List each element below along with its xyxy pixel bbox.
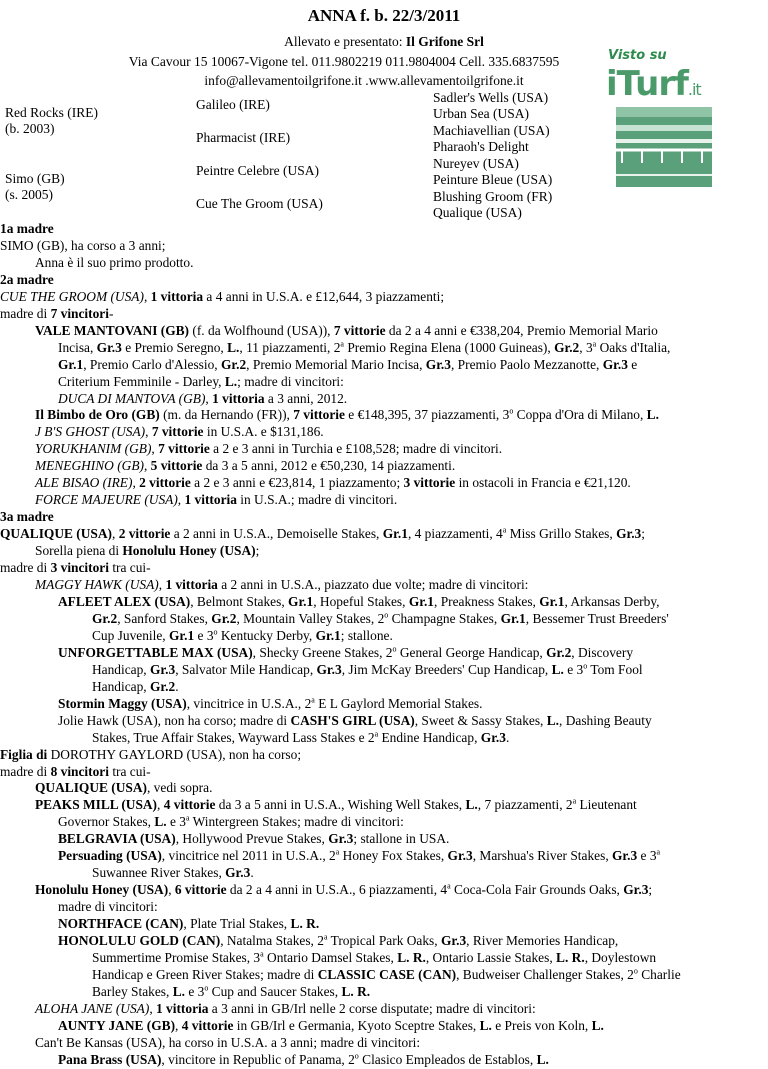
produce-entry: HONOLULU GOLD (CAN), Natalma Stakes, 2$^a$ Tropical Park Oaks, Gr.3, River Memories Handicap, — [58, 932, 619, 949]
produce-entry: QUALIQUE (USA), vedi sopra. — [35, 780, 213, 796]
produce-entry: Jolie Hawk (USA), non ha corso; madre di CASH'S GIRL (USA), Sweet & Sassy Stakes, L., Dashing Beauty — [58, 712, 652, 728]
dam-entry: QUALIQUE (USA), 2 vittorie a 2 anni in U.S.A., Demoiselle Stakes, Gr.1, 4 piazzamenti, 4$^a$ Miss Grillo Stakes, Gr.3; — [0, 525, 645, 542]
produce-entry: Handicap, Gr.2. — [92, 678, 179, 694]
dam-entry: CUE THE GROOM (USA), 1 vittoria a 4 anni in U.S.A. e £12,644, 3 piazzamenti; — [0, 288, 445, 304]
pedigree-gen3-8: Qualique (USA) — [433, 205, 522, 220]
produce-entry: Il Bimbo de Oro (GB) (m. da Hernando (FR)), 7 vittorie e €148,395, 37 piazzamenti, 3$^o$ Coppa d'Ora di Milano, L. — [35, 407, 659, 423]
note-line: Anna è il suo primo prodotto. — [35, 254, 194, 270]
produce-entry: BELGRAVIA (USA), Hollywood Prevue Stakes, Gr.3; stallone in USA. — [58, 831, 450, 847]
dam-entry: SIMO (GB), ha corso a 3 anni; — [0, 237, 166, 253]
pedigree-gen3-4: Pharaoh's Delight — [433, 139, 529, 154]
dam-entry: Figlia di DOROTHY GAYLORD (USA), non ha corso; — [0, 746, 302, 762]
pedigree-gen2-4: Cue The Groom (USA) — [196, 196, 323, 211]
dam-entry: madre di 8 vincitori tra cui- — [0, 763, 151, 779]
produce-entry: Stormin Maggy (USA), vincitrice in U.S.A., 2$^a$ E L Gaylord Memorial Stakes. — [58, 695, 483, 711]
sire-name: Red Rocks (IRE) — [5, 105, 98, 120]
produce-entry: VALE MANTOVANI (GB) (f. da Wolfhound (USA)), 7 vittorie da 2 a 4 anni e €338,204, Premio Memorial Mario — [35, 322, 658, 338]
produce-entry: Criterium Femminile - Darley, L.; madre di vincitori: — [58, 373, 344, 389]
pedigree-gen2-3: Peintre Celebre (USA) — [196, 163, 319, 178]
section-heading: 3a madre — [0, 509, 54, 525]
pedigree-gen3-3: Machiavellian (USA) — [433, 123, 550, 138]
produce-entry: MENEGHINO (GB), 5 vittorie da 3 a 5 anni, 2012 e €50,230, 14 piazzamenti. — [35, 458, 456, 474]
produce-entry: UNFORGETTABLE MAX (USA), Shecky Greene Stakes, 2$^o$ General George Handicap, Gr.2, Discovery — [58, 644, 634, 660]
pedigree-gen3-6: Peinture Bleue (USA) — [433, 172, 553, 187]
produce-entry: AFLEET ALEX (USA), Belmont Stakes, Gr.1, Hopeful Stakes, Gr.1, Preakness Stakes, Gr.1, Arkansas Derby, — [58, 593, 660, 609]
produce-entry: FORCE MAJEURE (USA), 1 vittoria in U.S.A.; madre di vincitori. — [35, 492, 398, 508]
produce-entry: Gr.2, Sanford Stakes, Gr.2, Mountain Valley Stakes, 2$^o$ Champagne Stakes, Gr.1, Bessemer Trust Breeders' — [92, 610, 669, 626]
address-line: Via Cavour 15 10067-Vigone tel. 011.9802219 011.9804004 Cell. 335.6837595 — [128, 54, 560, 69]
note-line: Sorella piena di Honolulu Honey (USA); — [35, 543, 260, 559]
produce-entry: DUCA DI MANTOVA (GB), 1 vittoria a 3 anni, 2012. — [58, 390, 348, 406]
produce-entry: Suwannee River Stakes, Gr.3. — [92, 865, 254, 881]
produce-entry: PEAKS MILL (USA), 4 vittorie da 3 a 5 anni in U.S.A., Wishing Well Stakes, L., 7 piazzamenti, 2$^a$ Lieutenant — [35, 796, 637, 813]
produce-entry: ALOHA JANE (USA), 1 vittoria a 3 anni in GB/Irl nelle 2 corse disputate; madre di vincitori: — [35, 1000, 536, 1016]
produce-entry: Barley Stakes, L. e 3$^o$ Cup and Saucer Stakes, L. R. — [92, 983, 371, 999]
pedigree-gen3-5: Nureyev (USA) — [433, 156, 519, 171]
racecourse-graphic — [612, 105, 722, 195]
pedigree-gen3-2: Urban Sea (USA) — [433, 106, 529, 121]
produce-entry: NORTHFACE (CAN), Plate Trial Stakes, L. R. — [58, 916, 320, 932]
iturf-logo: Visto su iTurf.it — [606, 50, 716, 182]
produce-entry: Governor Stakes, L. e 3$^a$ Wintergreen Stakes; madre di vincitori: — [58, 813, 404, 830]
produce-entry: Gr.1, Premio Carlo d'Alessio, Gr.2, Premio Memorial Mario Incisa, Gr.3, Premio Paolo Mezzanotte, Gr.3 e — [58, 356, 638, 372]
breeder-name: Il Grifone Srl — [405, 34, 484, 49]
produce-entry: Summertime Promise Stakes, 3$^a$ Ontario Damsel Stakes, L. R., Ontario Lassie Stakes, L. R., Doylestown — [92, 949, 657, 965]
produce-entry: AUNTY JANE (GB), 4 vittorie in GB/Irl e Germania, Kyoto Sceptre Stakes, L. e Preis von Koln, L. — [58, 1017, 604, 1033]
pedigree-gen3-7: Blushing Groom (FR) — [433, 189, 553, 204]
produce-entry: Incisa, Gr.3 e Premio Seregno, L., 11 piazzamenti, 2$^a$ Premio Regina Elena (1000 Guineas), Gr.2, 3$^a$ Oaks d'Italia, — [58, 339, 671, 355]
pedigree-gen2-2: Pharmacist (IRE) — [196, 130, 291, 145]
sire-birth: (b. 2003) — [5, 121, 55, 136]
dam-entry: madre di 7 vincitori- — [0, 305, 114, 321]
produce-entry: Honolulu Honey (USA), 6 vittorie da 2 a 4 anni in U.S.A., 6 piazzamenti, 4$^a$ Coca-Cola Fair Grounds Oaks, Gr.3; — [35, 881, 653, 898]
catalogue-body — [0, 221, 757, 1069]
pedigree-gen2-1: Galileo (IRE) — [196, 97, 270, 112]
produce-entry: Cup Juvenile, Gr.1 e 3$^o$ Kentucky Derby, Gr.1; stallone. — [92, 627, 393, 643]
dam-birth: (s. 2005) — [5, 187, 53, 202]
produce-entry: MAGGY HAWK (USA), 1 vittoria a 2 anni in U.S.A., piazzato due volte; madre di vincitori: — [35, 577, 529, 593]
produce-entry: J B'S GHOST (USA), 7 vittorie in U.S.A. e $131,186. — [35, 424, 324, 440]
produce-entry: ALE BISAO (IRE), 2 vittorie a 2 e 3 anni e €23,814, 1 piazzamento; 3 vittorie in ostacoli in Francia e €21,120. — [35, 475, 631, 491]
dam-name: Simo (GB) — [5, 171, 65, 186]
section-heading: 2a madre — [0, 271, 54, 287]
produce-entry: Handicap e Green River Stakes; madre di CLASSIC CASE (CAN), Budweiser Challenger Stakes, 2$^o$ Charlie — [92, 966, 681, 982]
page-title: ANNA f. b. 22/3/2011 — [307, 6, 461, 25]
section-heading: 1a madre — [0, 221, 54, 236]
produce-entry: YORUKHANIM (GB), 7 vittorie a 2 e 3 anni in Turchia e £108,528; madre di vincitori. — [35, 441, 503, 457]
produce-entry: Persuading (USA), vincitrice nel 2011 in U.S.A., 2$^a$ Honey Fox Stakes, Gr.3, Marshua's River Stakes, Gr.3 e 3$^a$ — [58, 847, 661, 864]
produce-entry: Pana Brass (USA), vincitore in Republic of Panama, 2$^o$ Clasico Empleados de Establos, L. — [58, 1051, 549, 1067]
dam-entry: madre di 3 vincitori tra cui- — [0, 560, 151, 576]
produce-entry: Can't Be Kansas (USA), ha corso in U.S.A. a 3 anni; madre di vincitori: — [35, 1034, 421, 1050]
produce-entry: madre di vincitori: — [58, 899, 158, 915]
pedigree-gen3-1: Sadler's Wells (USA) — [433, 90, 549, 105]
web-line: info@allevamentoilgrifone.it .www.allevamentoilgrifone.it — [204, 73, 524, 88]
breeder-line: Allevato e presentato: Il Grifone Srl — [284, 34, 484, 49]
produce-entry: Stakes, True Affair Stakes, Wayward Lass Stakes e 2$^a$ Endine Handicap, Gr.3. — [92, 729, 510, 745]
produce-entry: Handicap, Gr.3, Salvator Mile Handicap, Gr.3, Jim McKay Breeders' Cup Handicap, L. e 3$^o$ Tom Fool — [92, 661, 643, 677]
